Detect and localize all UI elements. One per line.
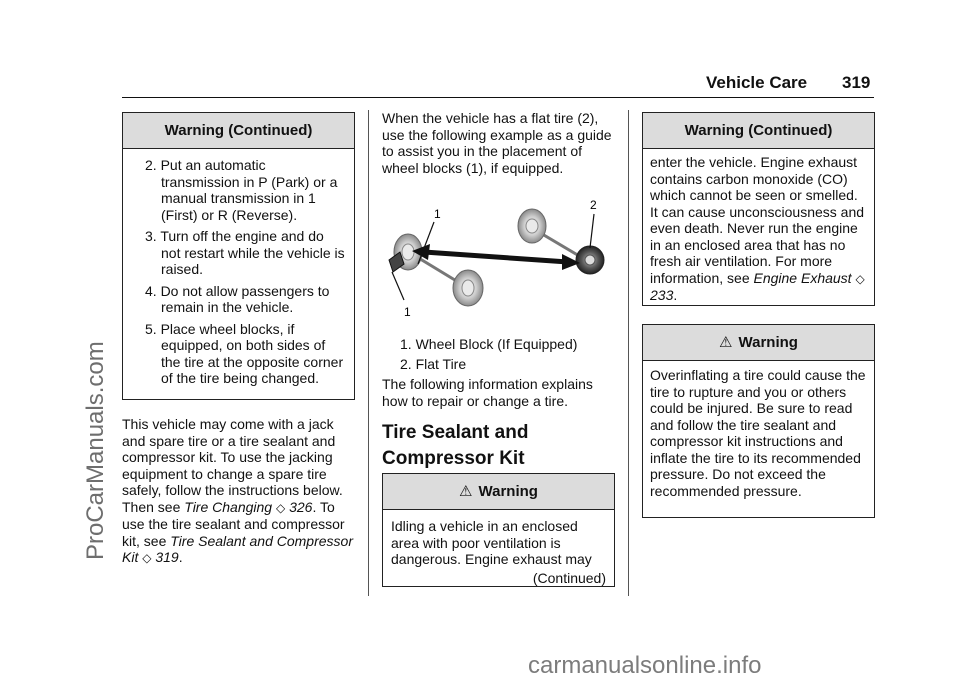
jacking-steps-list (145, 157, 346, 387)
page-ref-icon: ◇ (855, 271, 865, 286)
wheel-block-figure (384, 192, 612, 324)
legend-item: 1. Wheel Block (If Equipped) (400, 336, 578, 352)
hub (462, 280, 474, 296)
step-item: 4. Do not allow passengers to remain in the vehicle. (145, 282, 330, 315)
callout-label-1a: 1 (434, 207, 441, 221)
page-ref-icon: ◇ (275, 500, 286, 515)
paragraph-text: . (178, 549, 183, 565)
section-heading (382, 420, 618, 472)
callout-label-2: 2 (590, 198, 597, 212)
diagonal-arrow-shaft (424, 252, 568, 262)
paragraph-text: . To use the tire sealant and compressor kit, see (122, 498, 345, 549)
column-divider-right (628, 110, 629, 596)
watermark-bottom: carmanualsonline.info (528, 652, 762, 679)
step-item: 3. Turn off the engine and do not restart while the vehicle is raised. (145, 228, 345, 277)
page-ref-icon: ◇ (142, 551, 152, 565)
explain-paragraph: The following information explains how to repair or change a tire. (382, 376, 593, 409)
engine-exhaust-link[interactable]: Engine Exhaust (753, 269, 852, 286)
warning-body: Idling a vehicle in an enclosed area with poor ventilation is dangerous. Engine exhaust may (391, 518, 592, 567)
page-number: 319 (842, 73, 871, 92)
continued-label: (Continued) (532, 569, 606, 586)
warning-body: Overinflating a tire could cause the tire to rupture and you or others could be injured. Be sure to read and follow the tire sealant and compressor kit instructions and inflate the tire to its recommended pressure. Do not exceed the recommended pressure. (650, 367, 866, 499)
hub (526, 219, 538, 233)
intro-paragraph (122, 416, 358, 567)
tire-changing-link[interactable]: Tire Changing (184, 498, 273, 515)
callout-line-1b (392, 272, 404, 300)
warning-body (643, 149, 874, 304)
hub (585, 255, 595, 265)
paragraph-text: This vehicle may come with a jack and spare tire or a tire sealant and compressor kit. To use the jacking equipment to change a spare tire safely, follow the instructions below. Then see (122, 416, 343, 515)
warning-triangle-icon: ⚠ (459, 483, 473, 500)
page-ref-233[interactable]: 233 (650, 287, 674, 303)
legend-item: 2. Flat Tire (400, 356, 467, 372)
column-divider-left (368, 110, 369, 596)
figure-legend (400, 334, 620, 374)
step-item: 5. Place wheel blocks, if equipped, on both sides of the tire at the opposite corner of the tire being changed. (145, 320, 344, 386)
tire-sealant-link[interactable]: Tire Sealant and Compressor Kit (122, 532, 353, 565)
warning-continued-box-right (642, 112, 875, 306)
warning-box-title: Warning (Continued) (643, 113, 874, 149)
warning-box-title: ⚠ Warning (383, 474, 614, 510)
callout-label-1b: 1 (404, 305, 411, 319)
header-divider (122, 97, 874, 98)
warning-triangle-icon: ⚠ (719, 334, 733, 351)
section-header-title: Vehicle Care (706, 73, 808, 92)
warning-box-right (642, 324, 875, 518)
warning-continued-box-left (122, 112, 355, 400)
watermark-left: ProCarManuals.com (82, 341, 109, 560)
warning-box-middle (382, 473, 615, 587)
section-heading-line: Tire Sealant and (382, 422, 529, 443)
callout-line-2 (590, 214, 594, 248)
section-heading-line: Compressor Kit (382, 448, 525, 469)
warning-text: enter the vehicle. Engine exhaust contains carbon monoxide (CO) which cannot be seen or smelled. It can cause unconsciousness and even death. Never run the engine in an enclosed area that has no fresh air ventilation. For more information, see (650, 154, 865, 286)
page-ref-319[interactable]: 319 (155, 549, 179, 565)
flat-tire-intro: When the vehicle has a flat tire (2), use the following example as a guide to assist you in the placement of wheel blocks (1), if equipped. (382, 110, 612, 176)
warning-text: . (673, 287, 678, 303)
page-ref-326[interactable]: 326 (289, 498, 313, 515)
warning-box-title: Warning (Continued) (123, 113, 354, 149)
hub (402, 244, 414, 260)
step-item: 2. Put an automatic transmission in P (Park) or a manual transmission in 1 (First) or R (Reverse). (145, 157, 338, 223)
warning-box-title: ⚠ Warning (643, 325, 874, 361)
